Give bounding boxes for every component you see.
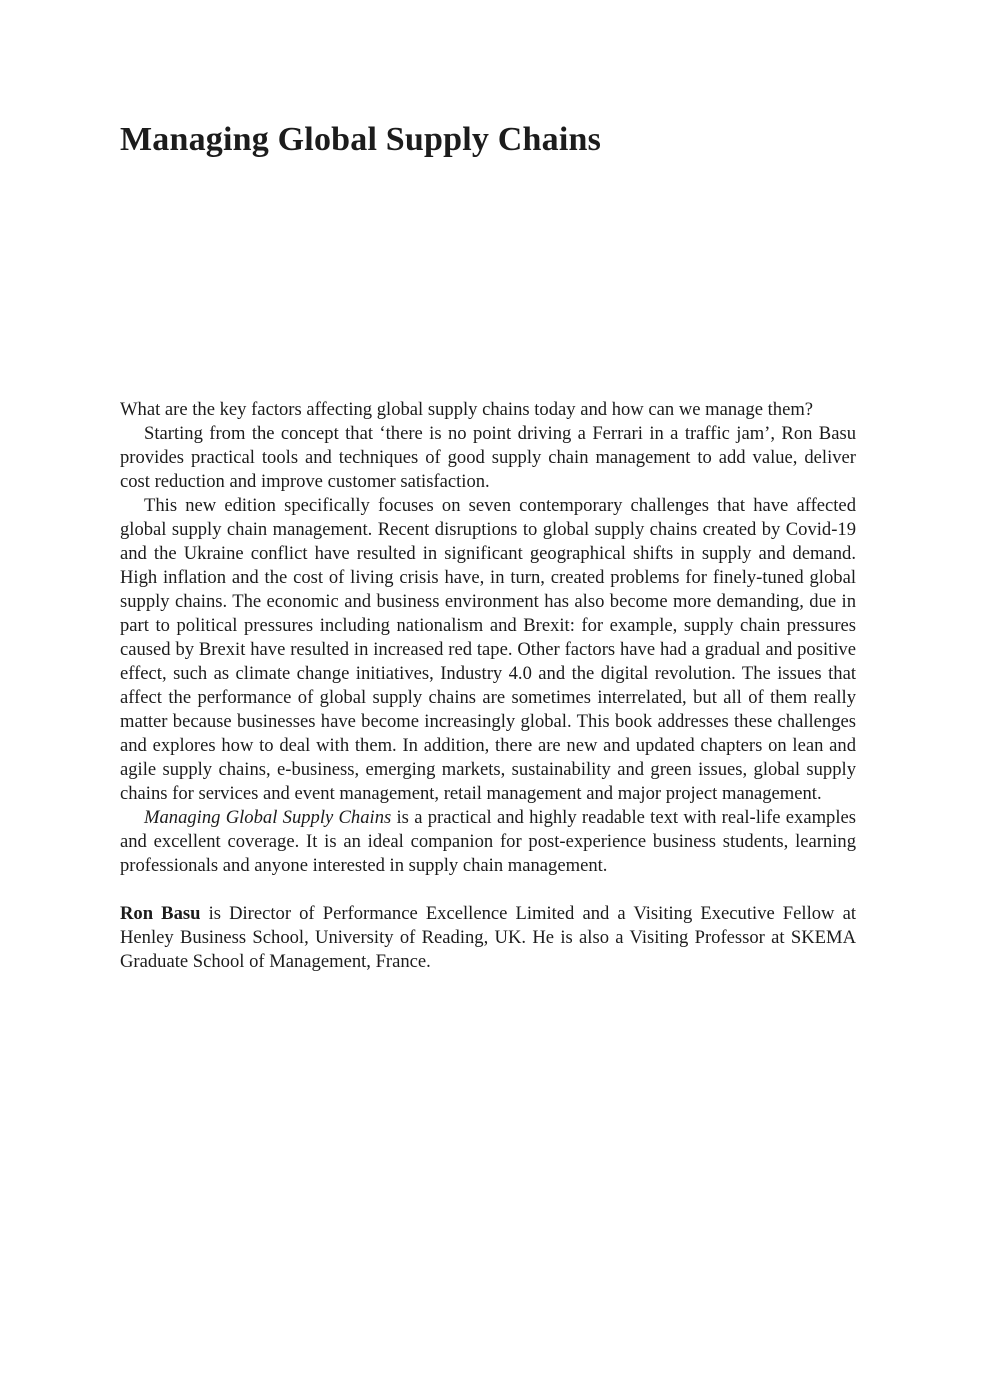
italic-book-title: Managing Global Supply Chains: [144, 807, 392, 828]
book-description: [120, 398, 856, 974]
author-name: Ron Basu: [120, 903, 201, 924]
description-text: is a practical and highly readable text with real-life examples and excellent coverage. It is an ideal companion for post-experience business students, learning professionals and anyone interested in supply chain management.: [120, 807, 856, 876]
author-bio-text: is Director of Performance Excellence Limited and a Visiting Executive Fellow at Henley Business School, University of Reading, UK. He is also a Visiting Professor at SKEMA Graduate School of Management, France.: [120, 903, 856, 972]
author-bio: [120, 902, 856, 974]
description-paragraph: What are the key factors affecting global supply chains today and how can we manage them?: [120, 399, 814, 420]
book-title: Managing Global Supply Chains: [120, 121, 602, 158]
description-paragraph: Starting from the concept that ‘there is no point driving a Ferrari in a traffic jam’, Ron Basu provides practical tools and techniques of good supply chain management to add value, deliver cost reduction and improve customer satisfaction.: [120, 423, 856, 492]
description-paragraph: This new edition specifically focuses on seven contemporary challenges that have affected global supply chain management. Recent disruptions to global supply chains created by Covid-19 and the Ukraine conflict have resulted in significant geographical shifts in supply and demand. High inflation and the cost of living crisis have, in turn, created problems for finely-tuned global supply chains. The economic and business environment has also become more demanding, due in part to political pressures including nationalism and Brexit: for example, supply chain pressures caused by Brexit have resulted in increased red tape. Other factors have had a gradual and positive effect, such as climate change initiatives, Industry 4.0 and the digital revolution. The issues that affect the performance of global supply chains are sometimes interrelated, but all of them really matter because businesses have become increasingly global. This book addresses these challenges and explores how to deal with them. In addition, there are new and updated chapters on lean and agile supply chains, e-business, emerging markets, sustainability and green issues, global supply chains for services and event management, retail management and major project management.: [120, 495, 856, 804]
description-paragraph: [120, 806, 856, 878]
